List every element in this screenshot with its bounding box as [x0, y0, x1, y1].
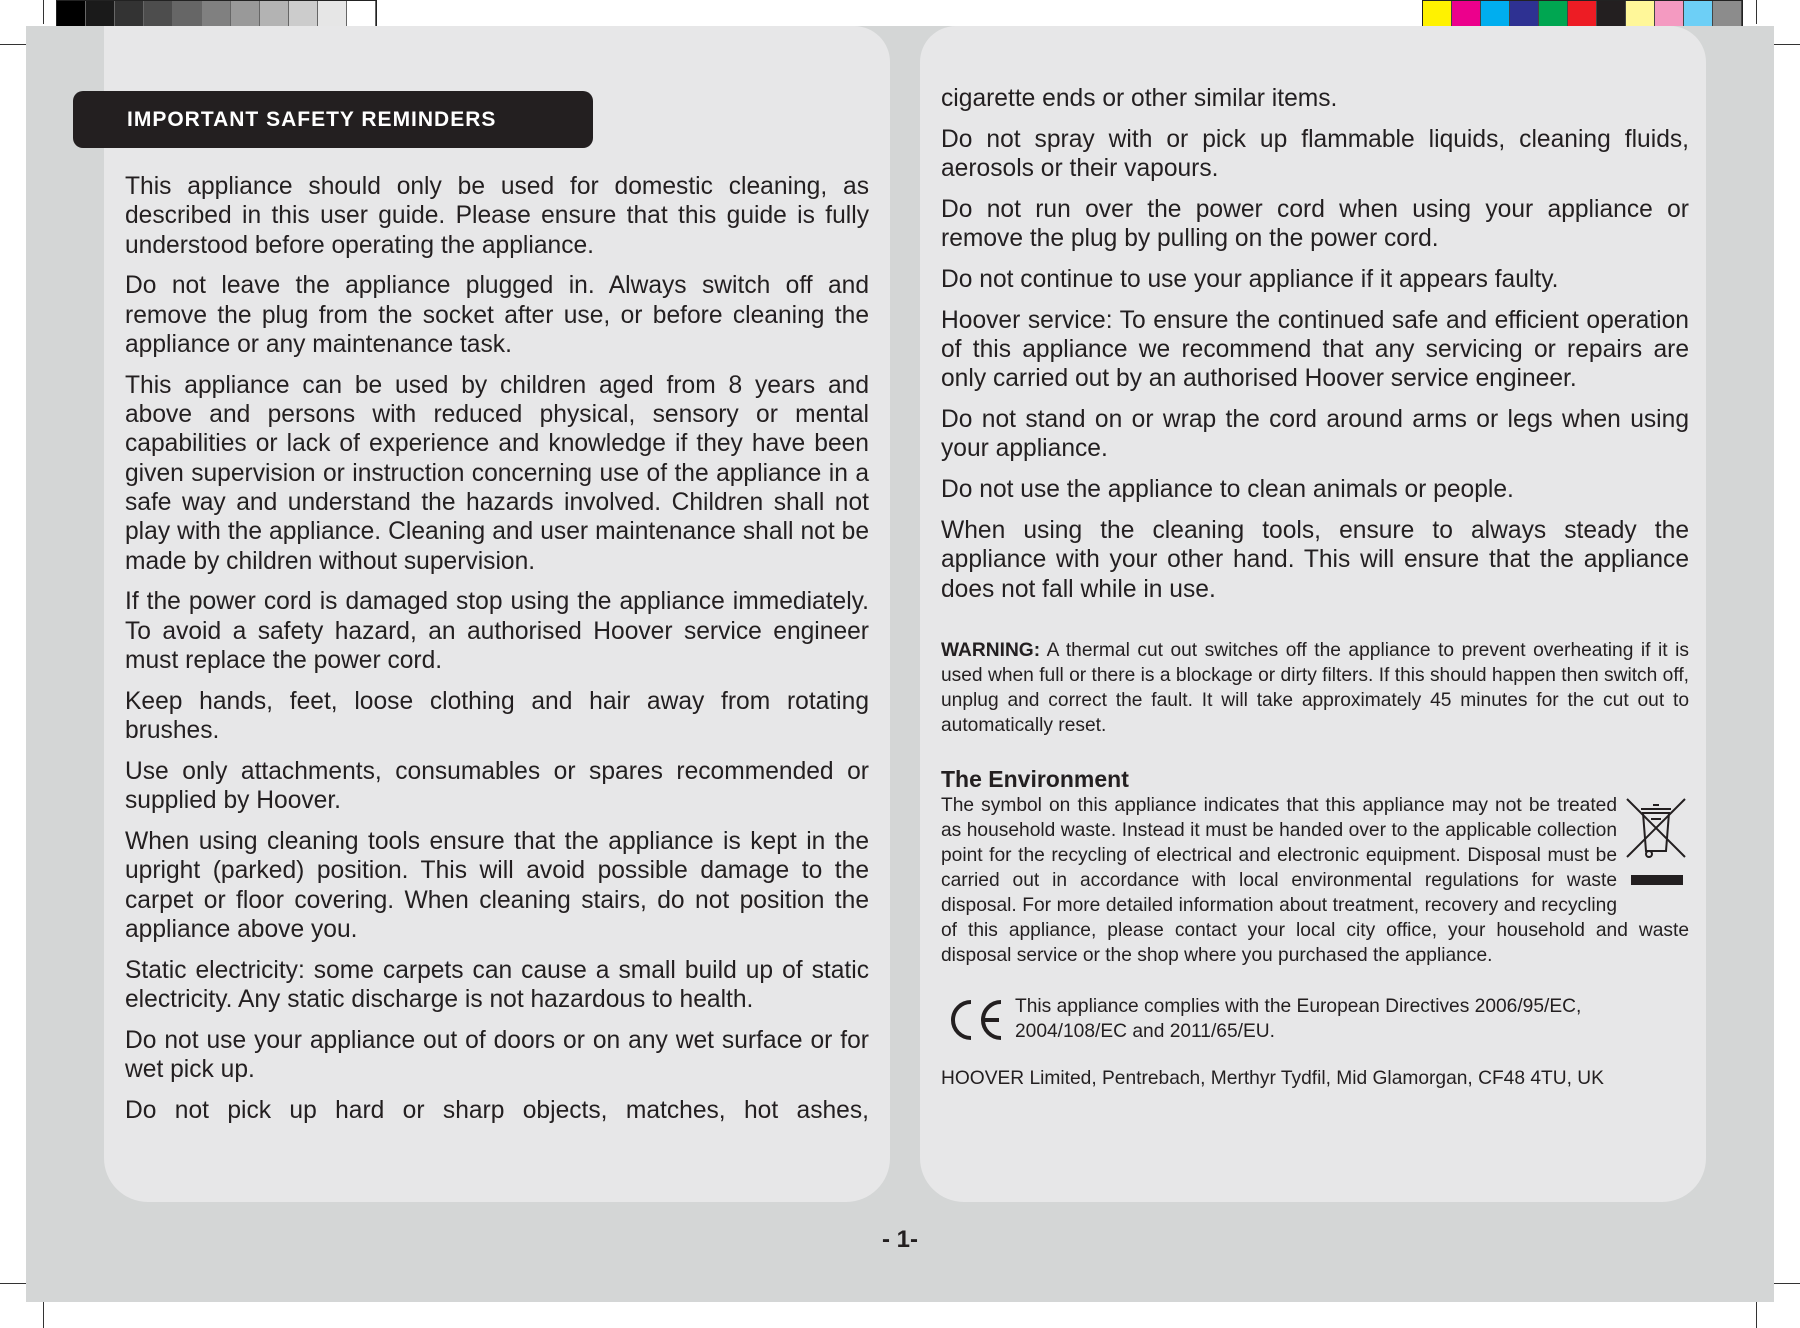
- crop-mark: [0, 1283, 28, 1284]
- color-swatch: [1452, 1, 1481, 28]
- crop-mark: [0, 44, 28, 45]
- ce-text: [1015, 994, 1581, 1044]
- color-swatch: [1626, 1, 1655, 28]
- page-number: - 1-: [882, 1226, 918, 1253]
- color-swatch: [1568, 1, 1597, 28]
- crop-mark: [43, 0, 44, 24]
- grayscale-calibration-strip: [56, 0, 377, 29]
- gray-swatch: [347, 1, 376, 28]
- left-column: [125, 172, 869, 1137]
- warning-body: A thermal cut out switches off the appliance to prevent overheating if it is used when full or there is a blockage or dirty filters. If this should happen then switch off, unplug and correct the fault. It will take approximately 45 minutes for the cut out to automatically reset.: [941, 639, 1689, 736]
- environment-text: The symbol on this appliance indicates that this appliance may not be treated as household waste. Instead it must be handed over to the applicable collection point for the recycling of electrical and electronic equipment. Disposal must be carried out in accordance with local environmental regulations for waste disposal. For more detailed information about treatment, recovery and recycling of this appliance, please contact your local city office, your household and waste disposal service or the shop where you purchased the appliance.: [941, 794, 1689, 966]
- gray-swatch: [173, 1, 202, 28]
- crop-mark: [1772, 1283, 1800, 1284]
- color-swatch: [1423, 1, 1452, 28]
- paragraph: Do not continue to use your appliance if it appears faulty.: [941, 265, 1559, 293]
- crossed-out-wheelie-bin-icon: [1623, 795, 1689, 895]
- paragraph: Static electricity: some carpets can cause a small build up of static electricity. Any static discharge is not hazardous to health.: [125, 956, 869, 1013]
- gray-swatch: [318, 1, 347, 28]
- paragraph: Use only attachments, consumables or spares recommended or supplied by Hoover.: [125, 757, 869, 815]
- paragraph: Do not stand on or wrap the cord around arms or legs when using your appliance.: [941, 406, 1689, 463]
- color-swatch: [1539, 1, 1568, 28]
- paragraph: Do not spray with or pick up flammable liquids, cleaning fluids, aerosols or their vapours.: [941, 125, 1689, 183]
- paragraph: When using cleaning tools ensure that the appliance is kept in the upright (parked) position. This will avoid possible damage to the carpet or floor covering. When cleaning stairs, do not position the appliance above you.: [125, 827, 869, 943]
- gray-swatch: [202, 1, 231, 28]
- color-swatch: [1655, 1, 1684, 28]
- color-calibration-strip: [1422, 0, 1743, 29]
- paragraph: Do not pick up hard or sharp objects, matches, hot ashes,: [125, 1096, 869, 1124]
- crop-mark: [43, 1302, 44, 1328]
- paragraph: Do not use the appliance to clean animals or people.: [941, 476, 1514, 504]
- environment-section: [941, 793, 1689, 968]
- paragraph: Do not run over the power cord when using your appliance or remove the plug by pulling on the power cord.: [941, 195, 1689, 253]
- warning-text: [941, 638, 1689, 738]
- gray-swatch: [115, 1, 144, 28]
- paragraph: Do not use your appliance out of doors or on any wet surface or for wet pick up.: [125, 1026, 869, 1084]
- gray-swatch: [86, 1, 115, 28]
- paragraph: If the power cord is damaged stop using the appliance immediately. To avoid a safety hazard, an authorised Hoover service engineer must replace the power cord.: [125, 588, 869, 674]
- ce-line: 2004/108/EC and 2011/65/EU.: [1015, 1020, 1275, 1042]
- paragraph: Hoover service: To ensure the continued safe and efficient operation of this appliance we recommend that any servicing or repairs are only carried out by an authorised Hoover service engineer.: [941, 306, 1689, 393]
- color-swatch: [1510, 1, 1539, 28]
- color-swatch: [1713, 1, 1742, 28]
- company-address: HOOVER Limited, Pentrebach, Merthyr Tydfil, Mid Glamorgan, CF48 4TU, UK: [941, 1067, 1604, 1089]
- safety-heading: IMPORTANT SAFETY REMINDERS: [73, 91, 593, 148]
- paragraph: Do not leave the appliance plugged in. Always switch off and remove the plug from the socket after use, or before cleaning the appliance or any maintenance task.: [125, 272, 869, 358]
- crop-mark: [1756, 1302, 1757, 1328]
- paragraph: This appliance should only be used for domestic cleaning, as described in this user guide. Please ensure that this guide is fully understood before operating the appliance.: [125, 173, 869, 259]
- gray-swatch: [231, 1, 260, 28]
- color-swatch: [1684, 1, 1713, 28]
- gray-swatch: [57, 1, 86, 28]
- right-column: [941, 84, 1689, 1091]
- crop-mark: [1772, 44, 1800, 45]
- gray-swatch: [144, 1, 173, 28]
- color-swatch: [1597, 1, 1626, 28]
- ce-mark-icon: [945, 996, 1007, 1044]
- crop-mark: [1756, 0, 1757, 24]
- ce-compliance: [941, 994, 1689, 1044]
- color-swatch: [1481, 1, 1510, 28]
- ce-line: This appliance complies with the European Directives 2006/95/EC,: [1015, 995, 1582, 1017]
- warning-block: [941, 638, 1689, 738]
- paragraph: This appliance can be used by children aged from 8 years and above and persons with reduced physical, sensory or mental capabilities or lack of experience and knowledge if they have been given supervision or instruction concerning use of the appliance in a safe way and understand the hazards involved. Children shall not play with the appliance. Cleaning and user maintenance shall not be made by children without supervision.: [125, 371, 869, 575]
- paragraph: cigarette ends or other similar items.: [941, 85, 1338, 112]
- gray-swatch: [289, 1, 318, 28]
- paragraph: Keep hands, feet, loose clothing and hair away from rotating brushes.: [125, 687, 869, 745]
- warning-label: WARNING:: [941, 639, 1041, 661]
- environment-title: The Environment: [941, 765, 1129, 792]
- paragraph: When using the cleaning tools, ensure to always steady the appliance with your other hand. This will ensure that the appliance does not fall while in use.: [941, 517, 1689, 603]
- gray-swatch: [260, 1, 289, 28]
